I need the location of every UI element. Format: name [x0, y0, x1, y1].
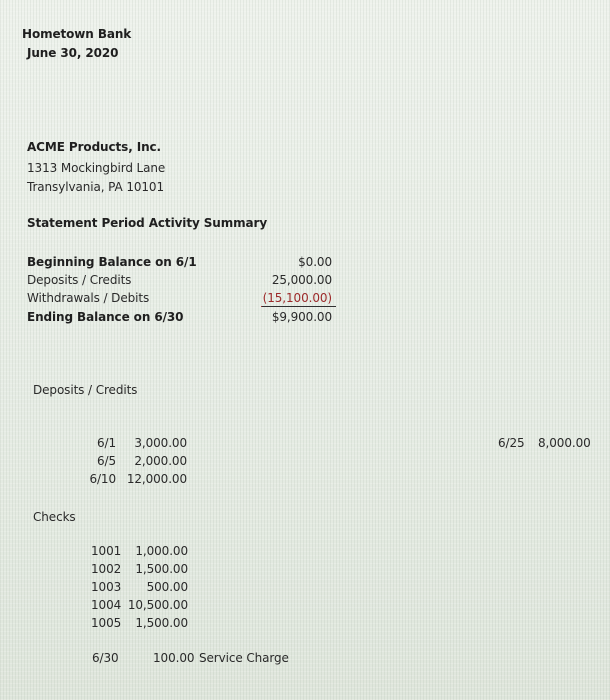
summary-title: Statement Period Activity Summary [27, 216, 268, 230]
summary-label-withdrawals: Withdrawals / Debits [27, 291, 150, 305]
checks-title: Checks [33, 510, 76, 524]
check-amount-2: 1,500.00 [135, 562, 188, 576]
check-number-1: 1001 [91, 544, 122, 558]
check-amount-4: 10,500.00 [127, 598, 188, 612]
statement-date: June 30, 2020 [27, 46, 119, 60]
deposit-extra-date: 6/25 [498, 436, 525, 450]
deposit-amount-2: 2,000.00 [134, 454, 187, 468]
summary-amount-withdrawals: (15,100.00) [262, 291, 332, 305]
check-amount-1: 1,000.00 [135, 544, 188, 558]
service-charge-date: 6/30 [92, 651, 119, 665]
deposit-amount-3: 12,000.00 [126, 472, 187, 486]
deposit-amount-1: 3,000.00 [134, 436, 187, 450]
deposit-extra-amount: 8,000.00 [538, 436, 591, 450]
customer-address-line1: 1313 Mockingbird Lane [27, 161, 166, 175]
deposit-date-3: 6/10 [89, 472, 116, 486]
service-charge-label: Service Charge [199, 651, 289, 665]
customer-name: ACME Products, Inc. [27, 140, 162, 154]
customer-address-line2: Transylvania, PA 10101 [27, 180, 164, 194]
summary-amount-deposits: 25,000.00 [271, 273, 332, 287]
deposits-title: Deposits / Credits [33, 383, 138, 397]
deposit-date-2: 6/5 [96, 454, 116, 468]
bank-name: Hometown Bank [22, 27, 132, 41]
check-number-2: 1002 [91, 562, 122, 576]
summary-amount-beginning: $0.00 [298, 255, 332, 269]
deposit-date-1: 6/1 [96, 436, 116, 450]
check-amount-5: 1,500.00 [135, 616, 188, 630]
summary-amount-ending: $9,900.00 [271, 310, 332, 324]
check-number-5: 1005 [91, 616, 122, 630]
summary-label-beginning: Beginning Balance on 6/1 [27, 255, 197, 269]
check-amount-3: 500.00 [146, 580, 188, 594]
summary-label-ending: Ending Balance on 6/30 [27, 310, 184, 324]
check-number-4: 1004 [91, 598, 122, 612]
summary-label-deposits: Deposits / Credits [27, 273, 132, 287]
check-number-3: 1003 [91, 580, 122, 594]
service-charge-amount: 100.00 [153, 651, 195, 665]
summary-total-rule [262, 306, 336, 307]
